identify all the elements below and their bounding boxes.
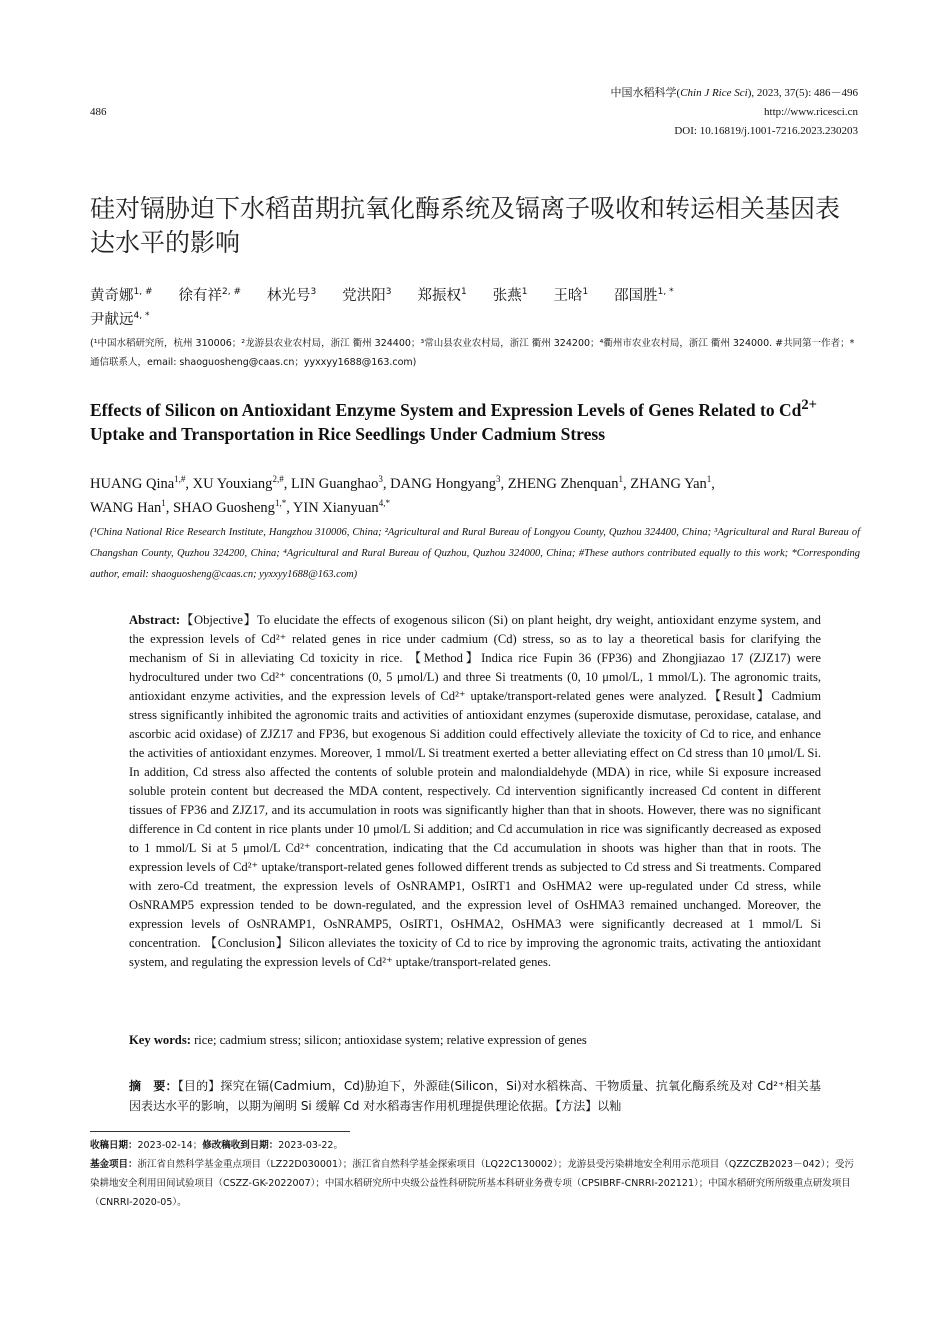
author-en: XU Youxiang$^{2,\#}$ (192, 474, 284, 492)
author-en: SHAO Guosheng$^{1,*}$ (173, 498, 287, 516)
journal-citation: 中国水稻科学(Chin J Rice Sci), 2023, 37(5): 486－496 (610, 87, 858, 99)
doi: DOI: 10.16819/j.1001-7216.2023.230203 (674, 125, 858, 137)
authors-chinese (90, 284, 860, 332)
affiliations-english: (¹China National Rice Research Institute, Hangzhou 310006, China; ²Agricultural and Rural Bureau of Longyou County, Quzhou 324400, China; ³Agricultural and Rural Bureau of Changshan County, Quzhou 324200, China; ⁴Agricultural and Rural Bureau of Quzhou, Quzhou 324000, China; #These authors contributed equally to this work; *Corresponding author, email: shaoguosheng@caas.cn; yyxxyy1688@163.com) (90, 527, 860, 580)
author-cn: 邵国胜$^{1, *}$ (614, 287, 674, 304)
journal-url[interactable]: http://www.ricesci.cn (764, 106, 858, 118)
author-en: DANG Hongyang$^3$ (390, 474, 501, 492)
abstract-chinese: 摘 要：【目的】探究在镉(Cadmium，Cd)胁迫下，外源硅(Silicon，Si)对水稻株高、干物质量、抗氧化酶系统及对 Cd²⁺相关基因表达水平的影响，以期为阐明 Si 缓解 Cd 对水稻毒害作用机理提供理论依据。【方法】以籼 (129, 1079, 821, 1113)
author-en: HUANG Qina$^{1,\#}$ (90, 474, 186, 492)
author-cn: 徐有祥$^{2, \#}$ (178, 287, 241, 304)
page-number: 486 (90, 106, 107, 118)
title-chinese: 硅对镉胁迫下水稻苗期抗氧化酶系统及镉离子吸收和转运相关基因表达水平的影响 (90, 194, 841, 257)
footnotes (90, 1136, 860, 1212)
abstract-english: Abstract:【Objective】To elucidate the effects of exogenous silicon (Si) on plant height, dry weight, antioxidant enzyme system, and the expression levels of Cd²⁺ related genes in rice under cadmium (Cd) stress, so as to lay a theoretical basis for clarifying the mechanism of Si in alleviating Cd toxicity in rice. 【Method】Indica rice Fupin 36 (FP36) and Zhongjiazao 17 (ZJZ17) were hydrocultured under two Cd²⁺ concentrations (0, 5 μmol/L) and three Si treatments (0, 10 μmol/L, 1 mmol/L). The agronomic traits, antioxidant enzyme activities, and the expression levels of Cd²⁺ uptake/transport-related genes were analyzed.【Result】Cadmium stress significantly inhibited the agronomic traits and activities of antioxidant enzymes (superoxide dismutase, peroxidase, catalase, and ascorbic acid oxidase) of ZJZ17 and FP36, but exogenous Si addition could effectively alleviate the toxicity of Cd to rice, and enhance the activities of antioxidant enzymes. Moreover, 1 mmol/L Si treatment exerted a better alleviating effect on Cd stress than 10 μmol/L Si. In addition, Cd stress also affected the contents of soluble protein and malondialdehyde (MDA) in rice, while Si exposure increased soluble protein content but decreased the MDA content, respectively. Cd intervention significantly increased Cd content in different tissues of FP36 and ZJZ17, and its accumulation in roots was significantly higher than that in shoots. However, there was no significant difference in Cd content in rice plants under 10 μmol/L Si addition; and Cd accumulation in rice was significantly decreased as exposed to 1 mmol/L Si at 5 μmol/L Cd²⁺ concentration, indicating that the Cd accumulation in shoots was higher than that in roots. The expression levels of Cd²⁺ uptake/transport-related genes followed different trends as subjected to Cd stress and Si treatments. Compared with zero-Cd treatment, the expression levels of OsNRAMP1, OsIRT1 and OsHMA2 were up-regulated under Cd stress, while OsNRAMP5 expression tended to be down-regulated, and the expression level of OsHMA3 remained unchanged. Moreover, the expression levels of OsNRAMP1, OsNRAMP5, OsIRT1, OsHMA2, OsHMA3 were significantly decreased at 1 mmol/L Si concentration. 【Conclusion】Silicon alleviates the toxicity of Cd to rice by improving the agronomic traits, activating the antioxidant system, and regulating the expression levels of Cd²⁺ uptake/transport-related genes. (129, 613, 822, 969)
author-cn: 黄奇娜$^{1, \#}$ (90, 287, 153, 304)
journal-header (611, 84, 858, 141)
affiliations-chinese: (¹中国水稻研究所，杭州 310006；²龙游县农业农村局，浙江 衢州 324400；³常山县农业农村局，浙江 衢州 324200；⁴衢州市农业农村局，浙江 衢州 324000. #共同第一作者；*通信联系人，email: shaoguosheng@caas.cn；yyxxyy1688@163.com) (90, 338, 855, 368)
author-en: YIN Xianyuan$^{4,*}$ (292, 498, 390, 516)
title-english: Effects of Silicon on Antioxidant Enzyme System and Expression Levels of Genes Related to $Cd^{2+}$ Uptake and Transportation in Rice Seedlings Under Cadmium Stress (90, 397, 817, 444)
keywords: Key words: rice; cadmium stress; silicon; antioxidase system; relative expression of genes (129, 1033, 587, 1047)
author-en: LIN Guanghao$^3$ (290, 474, 383, 492)
author-en: WANG Han$^1$ (90, 498, 166, 516)
author-en: ZHENG Zhenquan$^1$ (507, 474, 623, 492)
author-cn: 尹献远$^{4, *}$ (90, 311, 150, 328)
dates-line: 收稿日期：2023-02-14；修改稿收到日期：2023-03-22。 (90, 1140, 343, 1151)
footnote-divider (90, 1131, 350, 1132)
authors-english: HUANG Qina$^{1,\#}$, XU Youxiang$^{2,\#}$, LIN Guanghao$^3$, DANG Hongyang$^3$, ZHENG Zhenquan$^1$, ZHANG Yan$^1$, WANG Han$^1$, SHAO Guosheng$^{1,*}$, YIN Xianyuan$^{4,*}$ (90, 474, 715, 516)
author-cn: 张燕$^1$ (492, 287, 528, 304)
author-en: ZHANG Yan$^1$ (630, 474, 712, 492)
fund-line: 基金项目：浙江省自然科学基金重点项目（LZ22D030001）；浙江省自然科学基金探索项目（LQ22C130002）；龙游县受污染耕地安全利用示范项目（QZZCZB2023－042）；受污染耕地安全利用田间试验项目（CSZZ-GK-2022007）；中国水稻研究所中央级公益性科研院所基本科研业务费专项（CPSIBRF-CNRRI-202121）；中国水稻研究所所级重点研发项目（CNRRI-2020-05）。 (90, 1159, 854, 1208)
author-cn: 林光号$^3$ (267, 287, 317, 304)
author-cn: 王晗$^1$ (553, 287, 589, 304)
author-cn: 党洪阳$^3$ (342, 287, 392, 304)
author-cn: 郑振权$^1$ (417, 287, 467, 304)
